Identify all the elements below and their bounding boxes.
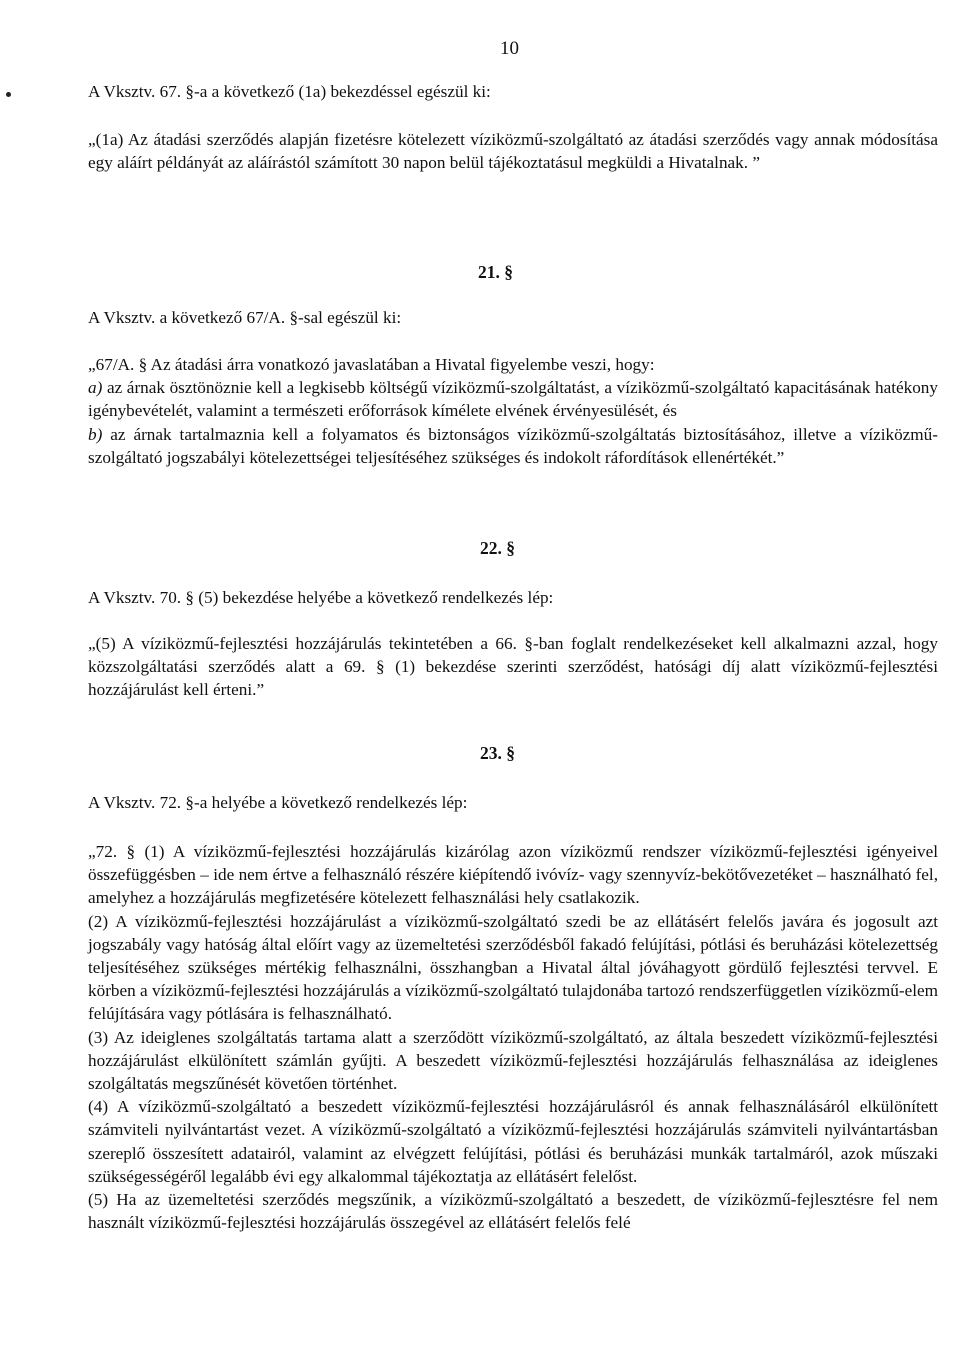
provision-point-a bbox=[88, 376, 938, 422]
quoted-provision-70-5 bbox=[88, 632, 938, 702]
amendment-intro-67a bbox=[88, 306, 938, 329]
section-heading-21: 21. § bbox=[478, 262, 513, 282]
point-text: az árnak ösztönöznie kell a legkisebb költségű víziközmű-szolgáltatást, a víziközmű-szolgáltató kapacitásának hatékony igénybevételét, valamint a természeti erőforrások kímélete elvének érvényesülését, és bbox=[88, 378, 938, 421]
paragraph-1: „72. § (1) A víziközmű-fejlesztési hozzájárulás kizárólag azon víziközmű rendszer víziközmű-fejlesztési igényeivel összefüggésben – ide nem értve a felhasználó részére kiépítendő ivóvíz- vagy szennyvíz-bekötővezetéket – használható fel, amelyhez a hozzájárulás megfizetésére kötelezett felhasználási hely csatlakozik. bbox=[88, 842, 938, 908]
paragraph-3: (3) Az ideiglenes szolgáltatás tartama alatt a szerződött víziközmű-szolgáltató, az általa beszedett víziközmű-fejlesztési hozzájárulást elkülönített számlán gyűjti. A beszedett víziközmű-fejlesztési hozzájárulás felhasználása az ideiglenes szolgáltatás megszűnését követően történhet. bbox=[88, 1027, 938, 1094]
amendment-intro-67 bbox=[88, 80, 938, 103]
quoted-provision-67a bbox=[88, 353, 938, 469]
paragraph-5: (5) Ha az üzemeltetési szerződés megszűnik, a víziközmű-szolgáltató a beszedett, de víziközmű-fejlesztésre fel nem használt víziközmű-fejlesztési hozzájárulás összegével az ellátásért felelős felé bbox=[88, 1190, 938, 1233]
amendment-intro-72 bbox=[88, 791, 938, 814]
point-label: b) bbox=[88, 424, 103, 444]
section-heading-22: 22. § bbox=[480, 538, 515, 558]
provision-text: „(1a) Az átadási szerződés alapján fizetésre kötelezett víziközmű-szolgáltató az átadási szerződés vagy annak módosítása egy aláírt példányát az aláírástól számított 30 napon belül tájékoztatásul megküldi a Hivatalnak. ” bbox=[88, 130, 938, 173]
intro-text: A Vksztv. 67. §-a a következő (1a) bekezdéssel egészül ki: bbox=[88, 82, 491, 101]
intro-text: A Vksztv. 72. §-a helyébe a következő rendelkezés lép: bbox=[88, 793, 468, 812]
quoted-provision-1a bbox=[88, 128, 938, 174]
intro-text: A Vksztv. 70. § (5) bekezdése helyébe a következő rendelkezés lép: bbox=[88, 588, 554, 607]
intro-text: A Vksztv. a következő 67/A. §-sal egészül ki: bbox=[88, 308, 402, 327]
scan-speck bbox=[6, 92, 11, 97]
provision-lead: „67/A. § Az átadási árra vonatkozó javaslatában a Hivatal figyelembe veszi, hogy: bbox=[88, 355, 655, 374]
amendment-intro-70 bbox=[88, 586, 938, 609]
point-text: az árnak tartalmaznia kell a folyamatos és biztonságos víziközmű-szolgáltatás biztosításához, illetve a víziközmű-szolgáltató jogszabályi kötelezettségei teljesítéséhez szükséges és indokolt ráfordítások ellenértékét.” bbox=[88, 424, 938, 467]
point-label: a) bbox=[88, 378, 103, 398]
section-heading-23: 23. § bbox=[480, 743, 515, 763]
paragraph-2: (2) A víziközmű-fejlesztési hozzájárulást a víziközmű-szolgáltató szedi be az ellátásért felelős javára és jogosult azt jogszabály vagy hatóság által előírt vagy az üzemeltetési szerződésből fakadó felújítási, pótlási és beruházási kötelezettség teljesítéséhez szükséges mértékig felhasználni, összhangban a Hivatal által jóváhagyott gördülő fejlesztési tervvel. E körben a víziközmű-fejlesztési hozzájárulás a víziközmű-szolgáltató tulajdonába tartozó rendszerfüggetlen víziközmű-elem felújítására vagy pótlására is felhasználható. bbox=[88, 911, 938, 1024]
page-number: 10 bbox=[500, 38, 519, 59]
paragraph-4: (4) A víziközmű-szolgáltató a beszedett víziközmű-fejlesztési hozzájárulásról és annak felhasználásáról elkülönített számviteli nyilvántartást vezet. A víziközmű-szolgáltató a víziközmű-fejlesztési hozzájárulás számviteli nyilvántartásban szereplő összesített adatairól, valamint az elvégzett felújítási, pótlási és beruházási munkák tartalmáról, azok műszaki szükségességéről legalább évi egy alkalommal tájékoztatja az ellátásért felelőst. bbox=[88, 1097, 938, 1186]
quoted-provision-72 bbox=[88, 840, 938, 1234]
provision-text: „(5) A víziközmű-fejlesztési hozzájárulás tekintetében a 66. §-ban foglalt rendelkezéseket kell alkalmazni azzal, hogy közszolgáltatási szerződés alatt a 69. § (1) bekezdése szerinti szerződést, hatósági díj alatt víziközmű-fejlesztési hozzájárulást kell érteni.” bbox=[88, 634, 938, 700]
provision-point-b bbox=[88, 423, 938, 469]
